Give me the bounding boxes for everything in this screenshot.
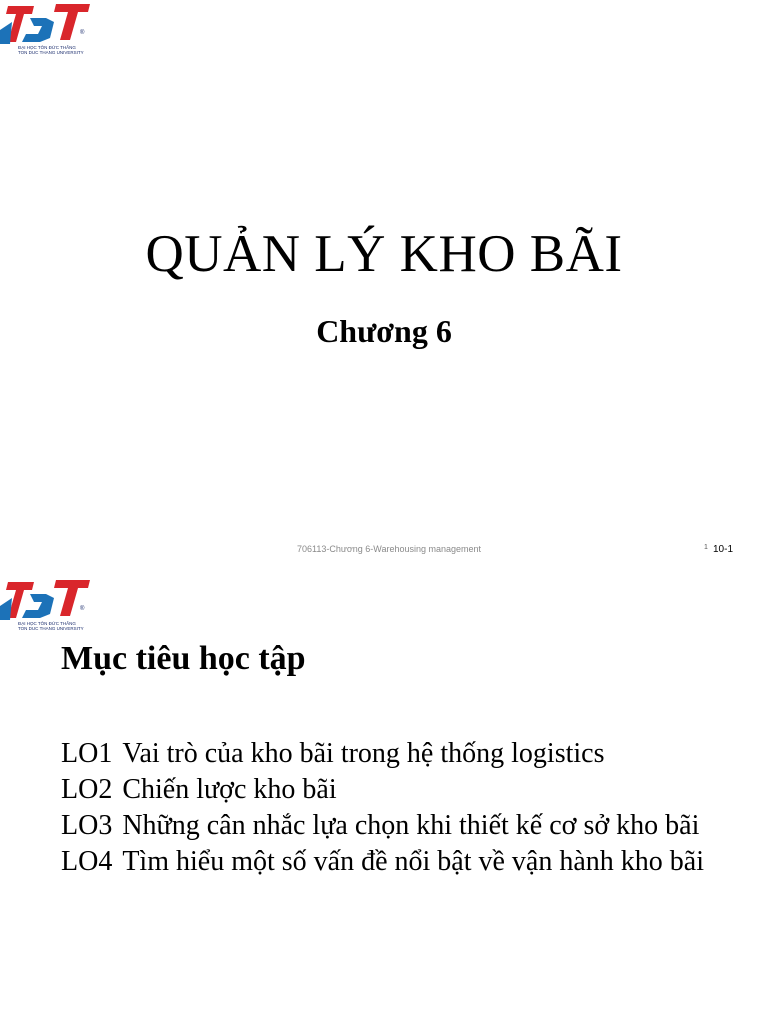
slide-title: QUẢN LÝ KHO BÃI [145,225,623,283]
logo-caption [18,621,92,631]
objective-code: LO2 [61,774,113,805]
objective-text: Vai trò của kho bãi trong hệ thống logistics [122,738,605,769]
logo-caption-english: TON DUC THANG UNIVERSITY [18,626,84,631]
footer-slide-number: 1 [704,544,708,551]
list-item [61,736,721,772]
objective-text: Chiến lược kho bãi [122,774,337,805]
footer-page-number: 10-1 [713,544,734,555]
slide-subtitle: Chương 6 [316,313,452,349]
logo-caption-english: TON DUC THANG UNIVERSITY [18,50,84,55]
footer-course: 706113-Chương 6-Warehousing management [297,544,482,554]
objective-code: LO1 [61,738,113,769]
logo-caption-vietnamese: ĐẠI HỌC TÔN ĐỨC THẮNG [18,621,76,626]
registered-mark: ® [80,606,85,612]
list-item [61,844,721,880]
objective-text: Những cân nhắc lựa chọn khi thiết kế cơ sở kho bãi [122,810,700,841]
logo-caption [18,45,92,55]
objectives-heading: Mục tiêu học tập [61,640,306,677]
logo-caption-vietnamese: ĐẠI HỌC TÔN ĐỨC THẮNG [18,45,76,50]
slide-2 [0,576,768,1024]
list-item [61,772,721,808]
list-item [61,808,721,844]
tdt-logo [0,576,92,636]
tdt-logo-mark-icon [0,0,92,48]
objective-text: Tìm hiểu một số vấn đề nổi bật về vận hành kho bãi [122,846,704,877]
objectives-list [61,736,721,880]
registered-mark: ® [80,30,85,36]
tdt-logo-mark-icon [0,576,92,624]
tdt-logo [0,0,92,60]
objective-code: LO3 [61,810,113,841]
objective-code: LO4 [61,846,113,877]
